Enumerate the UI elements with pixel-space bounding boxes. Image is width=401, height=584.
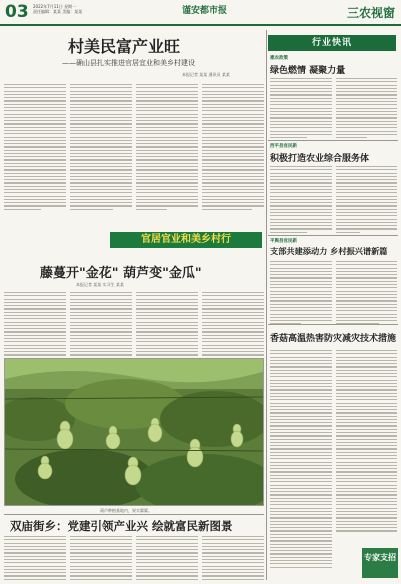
lead-title: 村美民富产业旺 — [68, 37, 181, 56]
news-section-2: 西平县官民新 — [270, 144, 297, 149]
lead-text-col-3 — [136, 84, 198, 210]
date-line: 2022年7月11日 星期一 — [33, 4, 77, 9]
bottom-divider — [4, 514, 264, 515]
news-divider-3 — [268, 324, 398, 325]
gourd-photo-illustration — [5, 359, 264, 506]
bottom-text-col-2 — [70, 536, 132, 580]
industry-news-header: 行业快讯 — [268, 35, 396, 51]
news-text-4a — [270, 350, 332, 568]
page-header — [0, 0, 401, 26]
news-text-3a — [270, 261, 332, 325]
news-text-2a — [270, 166, 332, 233]
news-text-4b — [336, 350, 397, 532]
news-title-1: 绿色燃情 凝聚力量 — [270, 66, 346, 76]
expert-advice-badge: 专家支招 — [362, 548, 398, 578]
masthead-logo: 谨安都市报 — [182, 6, 228, 16]
news-section-3: 平舆县官民新 — [270, 239, 297, 244]
section-title: 三农视窗 — [346, 6, 395, 20]
page-info — [33, 4, 82, 14]
news-text-1b — [336, 78, 397, 138]
lead-byline: 本报记者 某某 通讯员 某某 — [182, 72, 230, 77]
news-title-3: 支部共建添动力 乡村振兴谱新篇 — [270, 246, 388, 256]
lead-text-col-1 — [4, 84, 66, 210]
news-title-2: 积极打造农业综合服务体 — [270, 154, 370, 164]
gourd-photo-caption: 葫芦种植基地内，果实累累。 — [100, 508, 152, 513]
news-divider-1 — [268, 140, 398, 141]
page-number: 03 — [5, 2, 29, 22]
edition-line: 责任编辑：某某 美编：某某 — [33, 9, 83, 14]
gourd-photo — [4, 358, 264, 506]
lead-text-col-4 — [202, 84, 264, 210]
feature-banner: 官居官业和美乡村行 — [110, 232, 262, 248]
second-title: 藤蔓开"金花" 葫芦变"金瓜" — [40, 266, 202, 281]
news-text-2b — [336, 166, 397, 233]
bottom-text-col-1 — [4, 536, 66, 580]
news-text-1a — [270, 78, 332, 138]
bottom-text-col-4 — [202, 536, 264, 580]
news-title-4: 香菇高温热害防灾减灾技术措施 — [270, 334, 397, 344]
bottom-text-col-3 — [136, 536, 198, 580]
bottom-title: 双庙街乡：党建引领产业兴 绘就富民新图景 — [10, 519, 233, 533]
lead-subtitle: ——确山县扎实推进官居宜业和美乡村建设 — [62, 59, 195, 67]
news-divider-2 — [268, 235, 398, 236]
news-text-3b — [336, 261, 397, 325]
lead-text-col-2 — [70, 84, 132, 210]
news-section-1: 惠农政策 — [270, 56, 288, 61]
column-divider — [266, 30, 267, 580]
second-byline: 本报记者 某某 实习生 某某 — [76, 282, 124, 287]
